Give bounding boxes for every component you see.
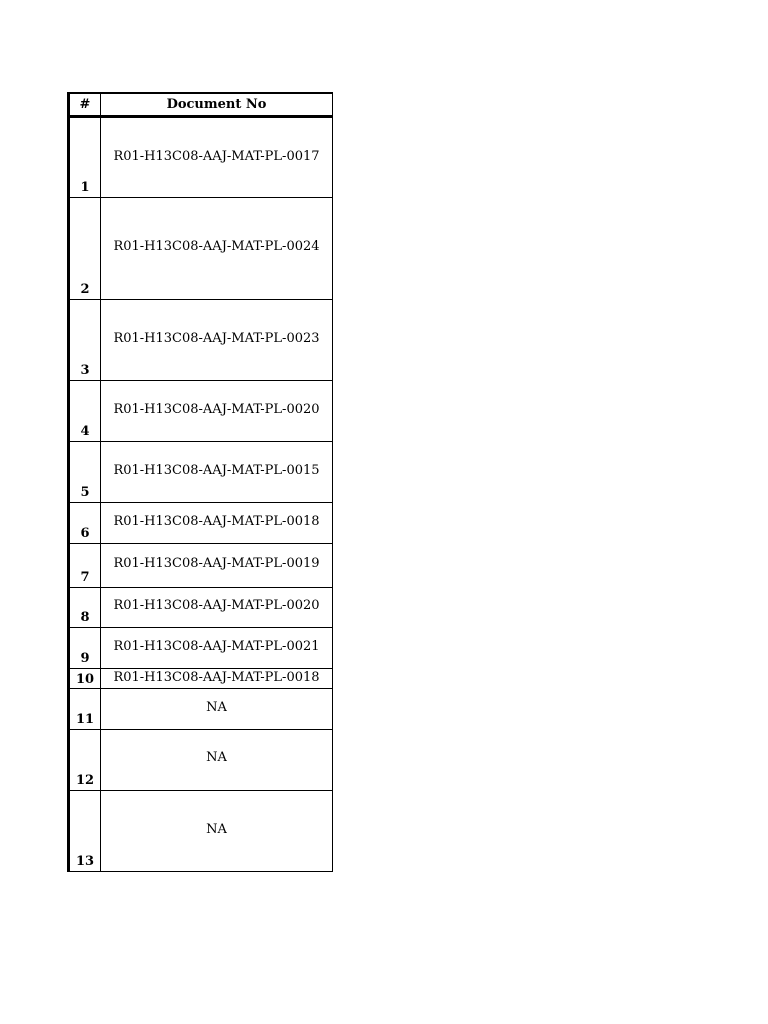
document-number: R01-H13C08-AAJ-MAT-PL-0015 [101,442,333,503]
document-number: R01-H13C08-AAJ-MAT-PL-0023 [101,300,333,381]
document-table [67,92,333,872]
row-number: 2 [69,198,101,300]
table-row [69,689,333,730]
row-number: 12 [69,730,101,791]
document-number: NA [101,791,333,872]
table-row [69,730,333,791]
table-row [69,544,333,588]
table-row [69,628,333,669]
table-row [69,442,333,503]
table-row [69,300,333,381]
row-number: 3 [69,300,101,381]
row-number: 7 [69,544,101,588]
document-number: R01-H13C08-AAJ-MAT-PL-0020 [101,588,333,628]
column-header-document-no: Document No [101,93,333,117]
table-row [69,198,333,300]
row-number: 8 [69,588,101,628]
row-number: 11 [69,689,101,730]
document-sheet [67,92,333,872]
row-number: 5 [69,442,101,503]
table-row [69,381,333,442]
column-header-number: # [69,93,101,117]
table-row [69,588,333,628]
row-number: 6 [69,503,101,544]
document-number: NA [101,730,333,791]
table-row [69,117,333,198]
table-row [69,669,333,689]
document-number: R01-H13C08-AAJ-MAT-PL-0021 [101,628,333,669]
row-number: 4 [69,381,101,442]
document-number: NA [101,689,333,730]
row-number: 9 [69,628,101,669]
document-number: R01-H13C08-AAJ-MAT-PL-0017 [101,117,333,198]
table-row [69,503,333,544]
document-number: R01-H13C08-AAJ-MAT-PL-0018 [101,503,333,544]
table-header-row [69,93,333,117]
row-number: 1 [69,117,101,198]
document-number: R01-H13C08-AAJ-MAT-PL-0024 [101,198,333,300]
row-number: 13 [69,791,101,872]
row-number: 10 [69,669,101,689]
table-row [69,791,333,872]
document-number: R01-H13C08-AAJ-MAT-PL-0019 [101,544,333,588]
document-number: R01-H13C08-AAJ-MAT-PL-0020 [101,381,333,442]
document-number: R01-H13C08-AAJ-MAT-PL-0018 [101,669,333,689]
